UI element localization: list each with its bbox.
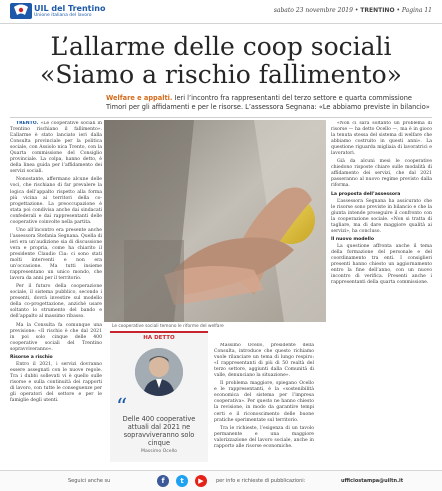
contact-email-link[interactable]: ufficiostampa@uiltn.it — [341, 478, 404, 484]
lead-keyword: Welfare e appalti. — [106, 94, 173, 102]
quote-tag: HA DETTO — [143, 335, 175, 341]
page-number: Pagina 11 — [401, 7, 432, 14]
speaker-portrait — [135, 348, 183, 396]
article-photo — [104, 120, 326, 322]
uil-logo-icon — [10, 3, 32, 19]
article-lead — [106, 94, 434, 111]
quote-author: Massimo Ocello — [141, 449, 177, 454]
issue-date: sabato 23 novembre 2019 — [273, 7, 353, 14]
info-label: per info e richieste di pubblicazioni: — [216, 478, 306, 484]
subheading: Il nuovo modello — [331, 236, 374, 242]
paragraph: Nonostante, affermano alcune delle voci, che rischiano di far prevalere la logica dell’appalto rispetto alla forma più vicina ai territori della co-progettazione. La preoccupazione è stata poi condivisa anche dai sindacati confederali e dai rappresentanti delle cooperative coinvolte nella partita. — [10, 177, 102, 225]
article-column-3 — [214, 343, 314, 464]
newspaper-name: TRENTINO — [360, 7, 395, 14]
paragraph: Per il futuro della cooperazione sociale, il sistema pubblico, secondo i presenti, dovrà investire sul modello della co-progettazione, anziché usare soltanto lo strumento del bando e dell’appalto al massimo ribasso. — [10, 284, 102, 320]
subheading: Risorse a rischio — [10, 354, 53, 360]
article-column-4 — [331, 121, 432, 464]
lead-text: Ieri l’incontro fra rappresentanti del terzo settore e quarta commissione Timori per gli affidamenti e per le risorse. L’assessora Segnana: «Le abbiamo previste in bilancio» — [106, 94, 430, 111]
avatar-icon — [135, 348, 183, 396]
headline-line-1: L’allarme delle coop sociali — [50, 32, 392, 61]
subheading: La proposta dell’assessora — [331, 191, 401, 197]
quote-box — [110, 331, 208, 462]
paragraph: Entro il 2021, i servizi dovranno essere assegnati con le nuove regole. Tra i dubbi sollevati vi è quello sulle risorse e sulla continuità dei rapporti di lavoro, con tutte le conseguenze per gli operatori del settore e per le famiglie degli utenti. — [10, 361, 102, 404]
photo-caption: Le cooperative sociali temono le riforme del welfare — [112, 324, 224, 329]
quote-text: Delle 400 cooperative attuali dal 2021 ne sopravviveranno solo cinque — [122, 415, 196, 447]
quote-mark-icon: “ — [116, 395, 128, 420]
follow-label: Seguici anche su — [68, 478, 111, 484]
paragraph: La questione affronta anche il tema della formazione del personale e del coordinamento tra enti. I consiglieri presenti hanno chiesto un aggiornamento entro la fine dell’anno, con un nuovo incontro di verifica. Presenti anche i rappresentanti della quarta commissione. — [331, 243, 432, 286]
page-footer — [0, 470, 442, 491]
brand-name: UIL del Trentino — [34, 4, 106, 13]
paragraph: «Non ci sarà soltanto un problema di risorse — ha detto Ocello —, ma è in gioco la tenuta stessa del sistema di welfare che abbiamo costruito in questi anni». La questione riguarda migliaia di lavoratrici e lavoratori. — [331, 121, 432, 157]
paragraph: Già da alcuni mesi le cooperative chiedono risposte chiare sulle modalità di affidamento dei servizi, che dal 2021 passeranno al nuovo regime previsto dalla riforma. — [331, 159, 432, 189]
article-column-1 — [10, 121, 102, 460]
divider — [10, 117, 432, 118]
paragraph: Uno all’incontro era presente anche l’assessora Stefania Segnana. Quella di ieri era un’audizione sia di discussione vera e propria, come ha chiarito il presidente Claudio Cia: ci sono stati molti interventi e non era un’occasione. Ma tutti insieme rappresentano un unico mondo, che lavora da anni per il territorio. — [10, 227, 102, 282]
issue-info: sabato 23 novembre 2019 • TRENTINO • Pagina 11 — [273, 7, 432, 14]
headline-line-2: «Siamo a rischio fallimento» — [40, 60, 402, 89]
dateline: TRENTO. — [16, 121, 39, 126]
elderly-hands-photo — [104, 120, 326, 322]
paragraph: Il problema maggiore, spiegano Ocello e le rappresentanti, è la «sostenibilità economica del sistema per l’impresa cooperativa». Per questo ne hanno chiesto la revisione, in modo da garantire tempi certi e il riconoscimento delle buone pratiche sperimentate sul territorio. — [214, 381, 314, 423]
paragraph: Ma la Consulta fa comunque una previsione: «Il rischio è che dal 2021 in poi solo cinque delle 400 cooperative sociali del Trentino sopravviveranno». — [10, 322, 102, 352]
twitter-icon[interactable]: t — [176, 475, 188, 487]
paragraph: Tra le richieste, l’esigenza di un tavolo permanente e una maggiore valorizzazione del lavoro sociale, anche in rapporto alle risorse economiche. — [214, 425, 314, 449]
paragraph: TRENTO. «Le cooperative sociali in Trentino rischiano il fallimento». L’allarme è stato lanciato ieri dalla Consulta provinciale per la politica sociale, con Assiolo nica Trento, con la Quarta commissione del Consiglio provinciale. La colpa, hanno detto, è della linea guida per l’affidamento dei servizi sociali. — [10, 121, 102, 175]
paragraph: Massimo Ocello, presidente della Consulta, introduce che questo richiamo vuole rilanciare un tema di lungo respiro: «I rappresentanti di più di 50 realtà del terzo settore, aggiunti dalla Comunità di valle, denunciano la situazione». — [214, 343, 314, 379]
page-header — [0, 0, 442, 24]
youtube-icon[interactable]: ▶ — [195, 475, 207, 487]
facebook-icon[interactable]: f — [157, 475, 169, 487]
paragraph: L’assessora Segnana ha assicurato che le risorse sono previste in bilancio e che la giunta intende proseguire il confronto con la cooperazione sociale. «Non si tratta di tagliare, ma di dare maggiore qualità ai servizi», ha concluso. — [331, 198, 432, 234]
brand-subtitle: Unione italiana del lavoro — [34, 13, 92, 18]
